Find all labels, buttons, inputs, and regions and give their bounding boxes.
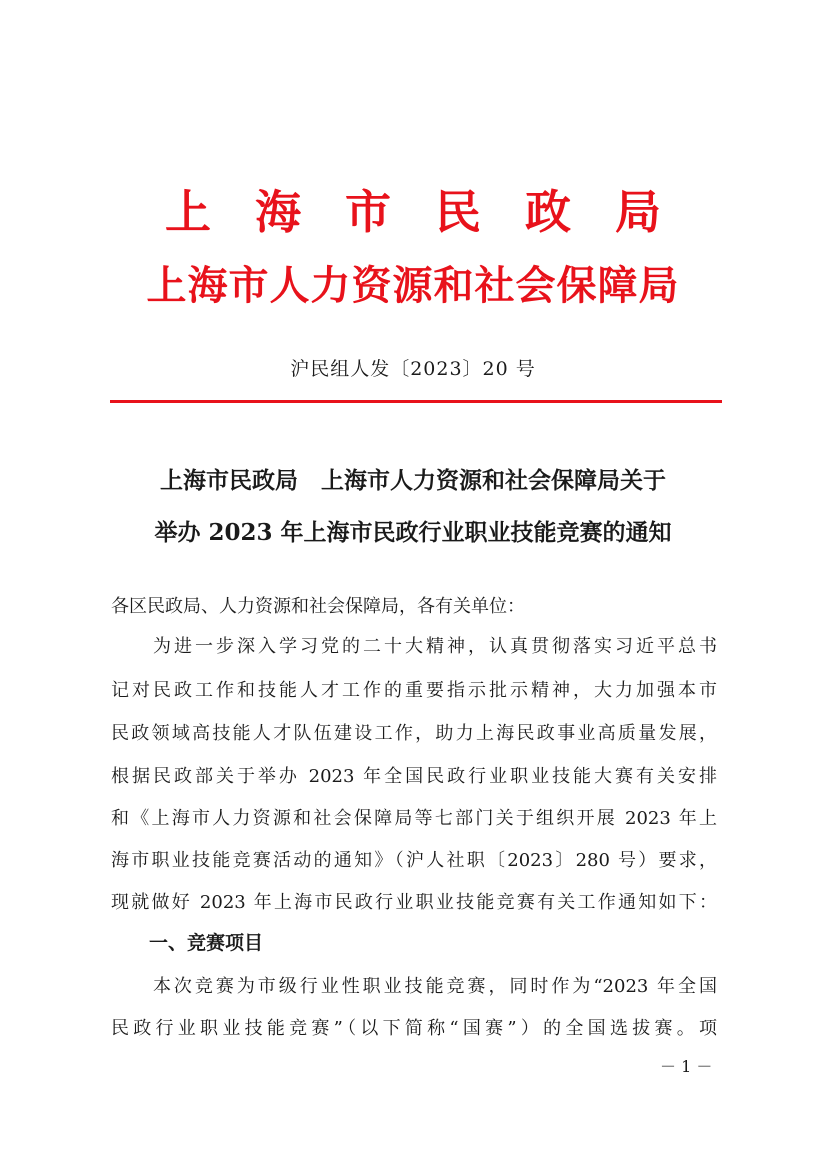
issuing-org-1: 上海市民政局 [165, 185, 705, 239]
paragraph-line: 根据民政部关于举办 2023 年全国民政行业职业技能大赛有关安排 [111, 766, 717, 787]
paragraph-line: 记对民政工作和技能人才工作的重要指示批示精神，大力加强本市 [111, 680, 717, 701]
paragraph-line: 和《上海市人力资源和社会保障局等七部门关于组织开展 2023 年上 [111, 808, 717, 829]
paragraph-line: 为进一步深入学习党的二十大精神，认真贯彻落实习近平总书 [111, 636, 717, 657]
paragraph-line: 海市职业技能竞赛活动的通知》（沪人社职〔2023〕280 号）要求， [111, 850, 717, 871]
page-number: － 1 － [660, 1057, 713, 1076]
red-separator-line [110, 400, 722, 403]
document-number: 沪民组人发〔2023〕20 号 [290, 358, 536, 380]
document-title-line-2: 举办 2023 年上海市民政行业职业技能竞赛的通知 [154, 519, 672, 546]
document-title-line-1: 上海市民政局 上海市人力资源和社会保障局关于 [160, 467, 666, 494]
paragraph-line: 民政行业职业技能竞赛”（以下简称“国赛”）的全国选拔赛。项 [111, 1018, 717, 1039]
issuing-org-2: 上海市人力资源和社会保障局 [146, 262, 680, 309]
paragraph-line: 民政领域高技能人才队伍建设工作，助力上海民政事业高质量发展， [111, 723, 717, 744]
paragraph-line: 现就做好 2023 年上海市民政行业职业技能竞赛有关工作通知如下： [111, 892, 717, 913]
section-heading: 一、竞赛项目 [111, 932, 264, 954]
salutation: 各区民政局、人力资源和社会保障局，各有关单位： [111, 596, 525, 617]
paragraph-line: 本次竞赛为市级行业性职业技能竞赛，同时作为“2023 年全国 [111, 976, 717, 997]
